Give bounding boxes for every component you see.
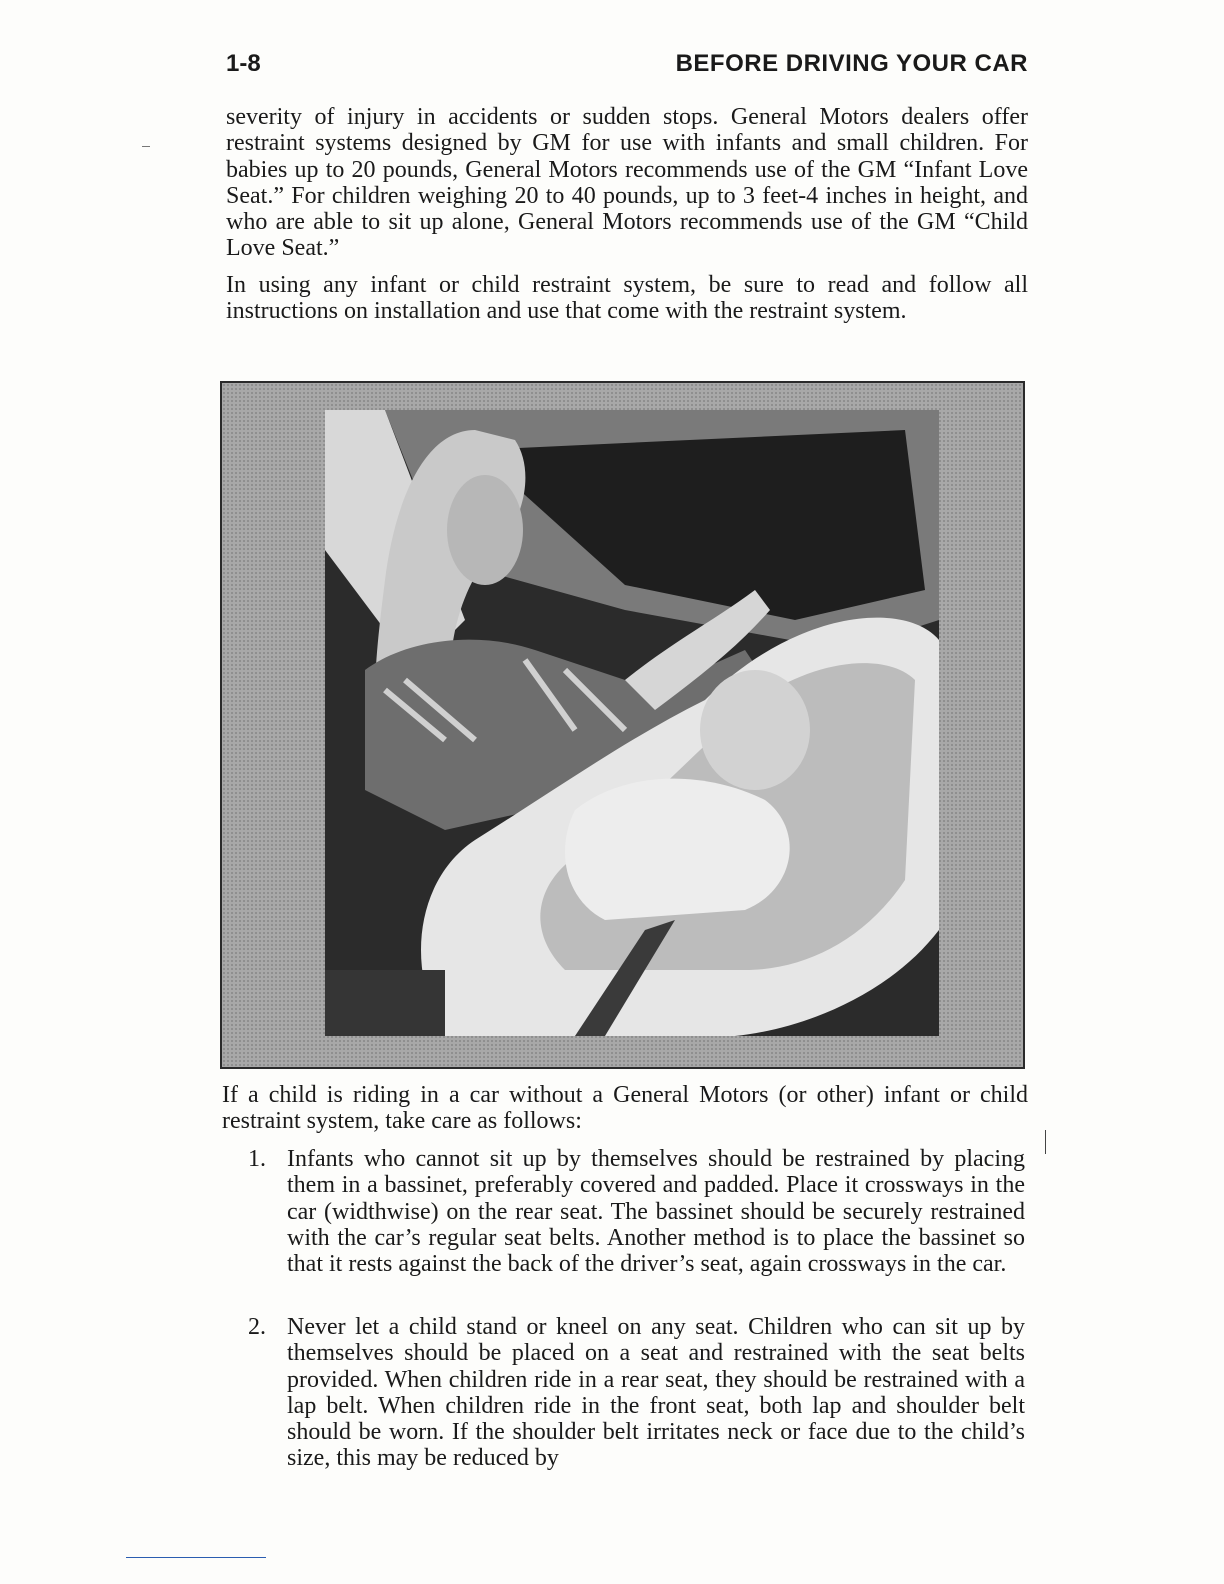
paragraph-restraint-systems: severity of injury in accidents or sudden stops. General Motors dealers offer restraint systems designed by GM for use with infants and small children. For babies up to 20 pounds, General Motors recommends use of the GM “Infant Love Seat.” For children weighing 20 to 40 pounds, up to 3 feet-4 inches in height, and who are able to sit up alone, General Motors recommends use of the GM “Child Love Seat.” bbox=[226, 104, 1028, 262]
page-number: 1-8 bbox=[226, 50, 261, 77]
photo-front-seat bbox=[325, 970, 445, 1036]
photo-baby-head bbox=[700, 670, 810, 790]
section-title: BEFORE DRIVING YOUR CAR bbox=[675, 50, 1028, 77]
paragraph-without-restraint: If a child is riding in a car without a General Motors (or other) infant or child restraint system, take care as follows: bbox=[222, 1082, 1028, 1135]
footnote-rule bbox=[126, 1557, 266, 1558]
list-item-number: 2. bbox=[248, 1314, 266, 1340]
list-item-number: 1. bbox=[248, 1146, 266, 1172]
paragraph-instructions: In using any infant or child restraint system, be sure to read and follow all instructions on installation and use that come with the restraint system. bbox=[226, 272, 1028, 325]
page-header bbox=[226, 46, 1028, 82]
list-item-text: Never let a child stand or kneel on any seat. Children who can sit up by themselves should be placed on a seat and restrained with the seat belts provided. When children ride in a rear seat, they should be restrained with a lap belt. When children ride in the front seat, both lap and shoulder belt should be worn. If the shoulder belt irritates neck or face due to the child’s size, this may be reduced by bbox=[287, 1314, 1025, 1472]
photo-illustration bbox=[325, 410, 939, 1036]
photo-baby-blanket bbox=[565, 779, 790, 920]
photo-woman-face bbox=[447, 475, 523, 585]
photo-infant-love-seat bbox=[220, 381, 1025, 1069]
list-item-text: Infants who cannot sit up by themselves should be restrained by placing them in a bassinet, preferably covered and padded. Place it crossways in the car (widthwise) on the rear seat. The bassinet should be securely restrained with the car’s regular seat belts. Another method is to place the bassinet so that it rests against the back of the driver’s seat, again crossways in the car. bbox=[287, 1146, 1025, 1278]
margin-dash bbox=[142, 146, 150, 147]
margin-change-bar bbox=[1045, 1130, 1046, 1154]
